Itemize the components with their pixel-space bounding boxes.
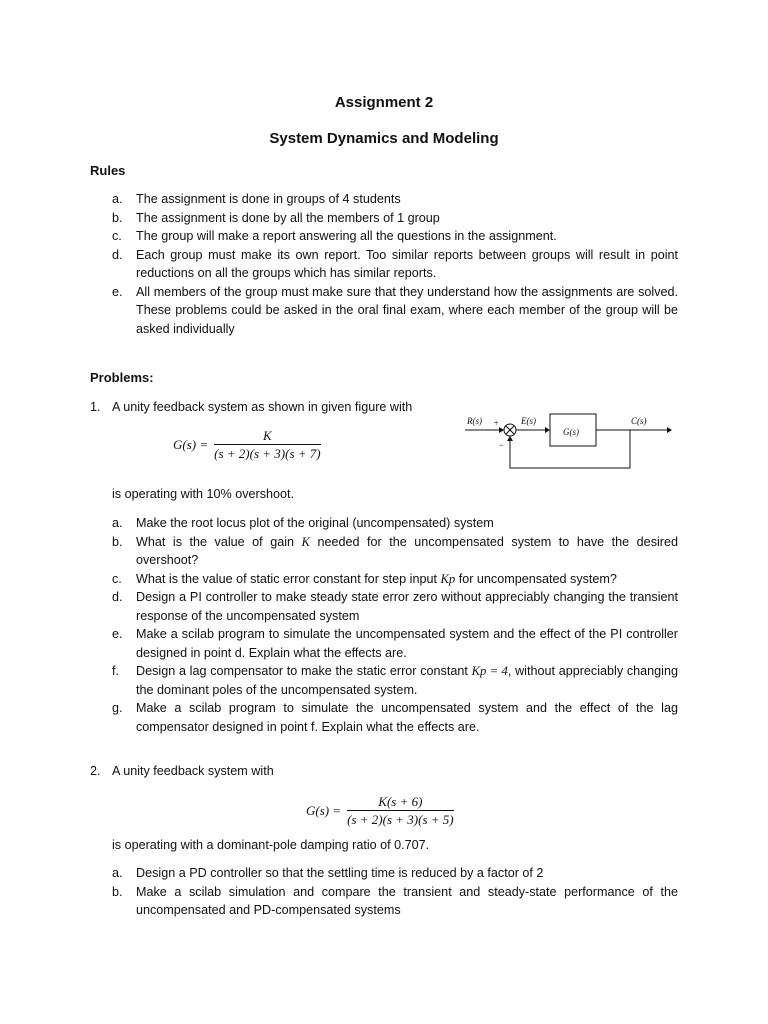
list-marker: c.	[112, 229, 122, 243]
list-item-text: Make a scilab program to simulate the uncompensated system and the effect of the PI controller designed in point d. Explain what the effects are.	[136, 627, 678, 660]
list-item-text: needed for the uncompensated system to have the desired overshoot?	[136, 534, 678, 567]
list-item-text: , without appreciably changing the dominant poles of the uncompensated system.	[136, 664, 678, 697]
list-item	[112, 209, 678, 228]
list-item-text: Make a scilab program to simulate the uncompensated system and the effect of the lag compensator designed in point f. Explain what the effects are.	[136, 701, 678, 734]
list-item	[112, 864, 678, 883]
list-marker: c.	[112, 571, 122, 586]
list-marker: g.	[112, 701, 123, 715]
problem-2-condition: is operating with a dominant-pole damping ratio of 0.707.	[112, 838, 430, 852]
diagram-e-label: E(s)	[521, 416, 536, 426]
list-item	[112, 588, 678, 625]
problem-1-condition: is operating with 10% overshoot.	[112, 487, 295, 501]
page-subtitle: System Dynamics and Modeling	[269, 130, 499, 147]
list-item	[112, 625, 678, 662]
list-item	[112, 662, 678, 699]
math-symbol: Kp	[440, 571, 456, 586]
list-item-text: What is the value of gain	[136, 534, 302, 549]
list-marker: b.	[112, 210, 123, 225]
list-item-text: Each group must make its own report. Too similar reports between groups will result in point reductions on all the groups which has similar reports.	[136, 247, 678, 280]
diagram-arrowhead	[499, 427, 504, 433]
equation-denominator: (s + 2)(s + 3)(s + 5)	[347, 812, 454, 827]
page-title: Assignment 2	[334, 94, 434, 111]
list-item-text: Design a PI controller to make steady state error zero without appreciably changing the transient response of the uncompensated system	[136, 590, 678, 623]
list-marker: d.	[112, 590, 123, 604]
equation-fraction	[347, 794, 453, 828]
equation-denominator: (s + 2)(s + 3)(s + 7)	[214, 446, 321, 461]
list-item	[112, 190, 678, 209]
list-marker: d.	[112, 247, 123, 262]
diagram-arrowhead	[507, 436, 513, 441]
problem-1-equation	[173, 428, 321, 462]
list-item-text: Design a lag compensator to make the static error constant	[136, 664, 472, 678]
list-item-text: The assignment is done by all the members of 1 group	[136, 210, 440, 225]
problem-2-number: 2.	[90, 764, 101, 778]
list-item	[112, 883, 678, 920]
diagram-plus-sign: +	[493, 418, 500, 428]
list-marker: a.	[112, 516, 123, 530]
list-item-text: Design a PD controller so that the settling time is reduced by a factor of 2	[136, 866, 544, 880]
list-marker: e.	[112, 284, 123, 299]
block-diagram	[465, 410, 675, 472]
problem-2-list	[112, 864, 678, 920]
rules-list	[112, 190, 678, 338]
problem-2-intro: A unity feedback system with	[112, 764, 274, 778]
list-item-text: The group will make a report answering all the questions in the assignment.	[136, 229, 557, 243]
diagram-arrowhead	[667, 427, 672, 433]
diagram-g-label: G(s)	[563, 427, 579, 437]
diagram-r-label: R(s)	[467, 416, 482, 426]
list-item	[112, 246, 678, 283]
diagram-c-label: C(s)	[631, 416, 647, 426]
diagram-arrowhead	[545, 427, 550, 433]
list-item	[112, 227, 678, 246]
list-item-text: All members of the group must make sure that they understand how the assignments are solved. These problems could be asked in the oral final exam, where each member of the group will be asked individually	[136, 284, 678, 336]
list-item	[112, 570, 678, 589]
equation-fraction	[214, 428, 320, 462]
math-symbol: Kp = 4	[471, 664, 508, 678]
list-item	[112, 283, 678, 339]
list-item-text: Make a scilab simulation and compare the transient and steady-state performance of the uncompensated and PD-compensated systems	[136, 884, 678, 917]
problems-heading: Problems:	[90, 370, 154, 385]
list-marker: f.	[112, 664, 119, 678]
list-item	[112, 699, 678, 736]
list-item-text: The assignment is done in groups of 4 students	[136, 192, 401, 206]
list-marker: b.	[112, 534, 123, 549]
diagram-minus-sign: −	[498, 440, 505, 450]
list-marker: b.	[112, 884, 123, 899]
list-item	[112, 533, 678, 570]
rules-heading: Rules	[90, 163, 126, 178]
list-marker: e.	[112, 627, 123, 641]
list-marker: a.	[112, 192, 123, 206]
problem-1-list	[112, 514, 678, 736]
list-item-text: for uncompensated system?	[455, 571, 617, 586]
problem-1-intro: A unity feedback system as shown in given figure with	[112, 400, 413, 414]
problem-2-equation	[306, 794, 454, 828]
list-item	[112, 514, 678, 533]
problem-1-number: 1.	[90, 400, 101, 414]
equation-numerator: K	[263, 428, 272, 443]
equation-numerator: K(s + 6)	[378, 794, 423, 809]
equation-lhs: G(s) =	[173, 437, 209, 452]
equation-lhs: G(s) =	[306, 803, 342, 818]
math-symbol: K	[301, 534, 310, 549]
list-item-text: What is the value of static error constant for step input	[136, 571, 441, 586]
list-marker: a.	[112, 866, 123, 880]
list-item-text: Make the root locus plot of the original (uncompensated) system	[136, 516, 494, 530]
